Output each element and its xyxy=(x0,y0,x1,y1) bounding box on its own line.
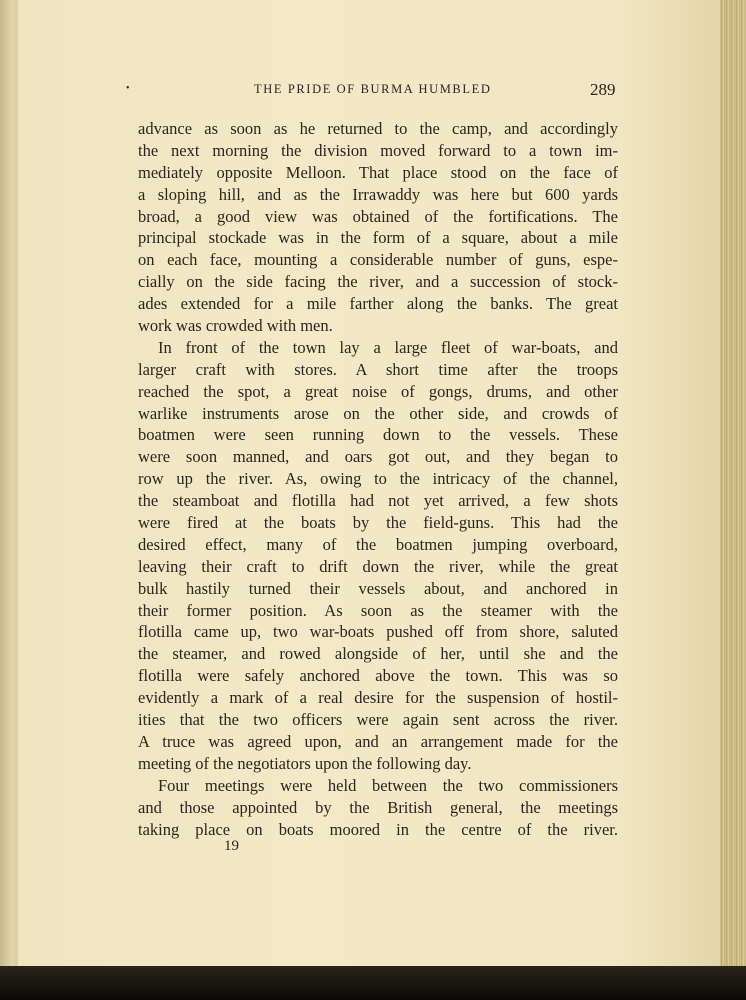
text-line: work was crowded with men. xyxy=(138,316,333,336)
text-line: mediately opposite Melloon. That place stood on the face of xyxy=(138,162,618,182)
text-line: ades extended for a mile farther along the banks. The great xyxy=(138,294,618,314)
text-line: their former position. As soon as the steamer with the xyxy=(138,600,618,620)
text-line: larger craft with stores. A short time after the troops xyxy=(138,359,618,379)
text-line: row up the river. As, owing to the intricacy of the channel, xyxy=(138,469,618,489)
running-header xyxy=(0,80,746,104)
text-line: taking place on boats moored in the centre of the river. xyxy=(138,819,618,839)
text-line: the steamer, and rowed alongside of her, until she and the xyxy=(138,644,618,664)
text-line: meeting of the negotiators upon the following day. xyxy=(138,753,472,773)
signature-mark: 19 xyxy=(224,838,239,854)
text-line: In front of the town lay a large fleet of war-boats, and xyxy=(158,337,618,357)
text-line: Four meetings were held between the two commissioners xyxy=(158,775,618,795)
text-line: were soon manned, and oars got out, and they began to xyxy=(138,447,618,467)
header-bullet: • xyxy=(126,83,130,94)
running-title: THE PRIDE OF BURMA HUMBLED xyxy=(254,82,492,96)
text-line: A truce was agreed upon, and an arrangement made for the xyxy=(138,731,618,751)
text-line: boatmen were seen running down to the vessels. These xyxy=(138,425,618,445)
text-line: advance as soon as he returned to the camp, and accordingly xyxy=(138,119,618,138)
text-line: evidently a mark of a real desire for the suspension of hostil- xyxy=(138,688,618,708)
text-line: warlike instruments arose on the other side, and crowds of xyxy=(138,403,618,423)
text-line: flotilla were safely anchored above the town. This was so xyxy=(138,666,618,686)
text-line: desired effect, many of the boatmen jumping overboard, xyxy=(138,534,618,554)
text-line: leaving their craft to drift down the river, while the great xyxy=(138,556,618,576)
bottom-shadow xyxy=(0,966,746,1000)
text-line: principal stockade was in the form of a square, about a mile xyxy=(138,228,618,248)
page-number: 289 xyxy=(590,80,616,99)
text-line: a sloping hill, and as the Irrawaddy was here but 600 yards xyxy=(138,184,618,204)
text-line: were fired at the boats by the field-guns. This had the xyxy=(138,513,618,533)
text-line: broad, a good view was obtained of the fortifications. The xyxy=(138,206,618,226)
text-line: and those appointed by the British general, the meetings xyxy=(138,797,618,817)
text-line: ities that the two officers were again sent across the river. xyxy=(138,710,618,730)
text-line: the steamboat and flotilla had not yet arrived, a few shots xyxy=(138,491,618,511)
text-line: reached the spot, a great noise of gongs, drums, and other xyxy=(138,381,618,401)
text-line: cially on the side facing the river, and a succession of stock- xyxy=(138,272,618,292)
text-line: flotilla came up, two war-boats pushed off from shore, saluted xyxy=(138,622,618,642)
text-line: on each face, mounting a considerable number of guns, espe- xyxy=(138,250,618,270)
page-edges xyxy=(720,0,746,985)
text-line: bulk hastily turned their vessels about, and anchored in xyxy=(138,578,618,598)
text-line: the next morning the division moved forward to a town im- xyxy=(138,140,618,160)
body-text xyxy=(138,118,618,840)
